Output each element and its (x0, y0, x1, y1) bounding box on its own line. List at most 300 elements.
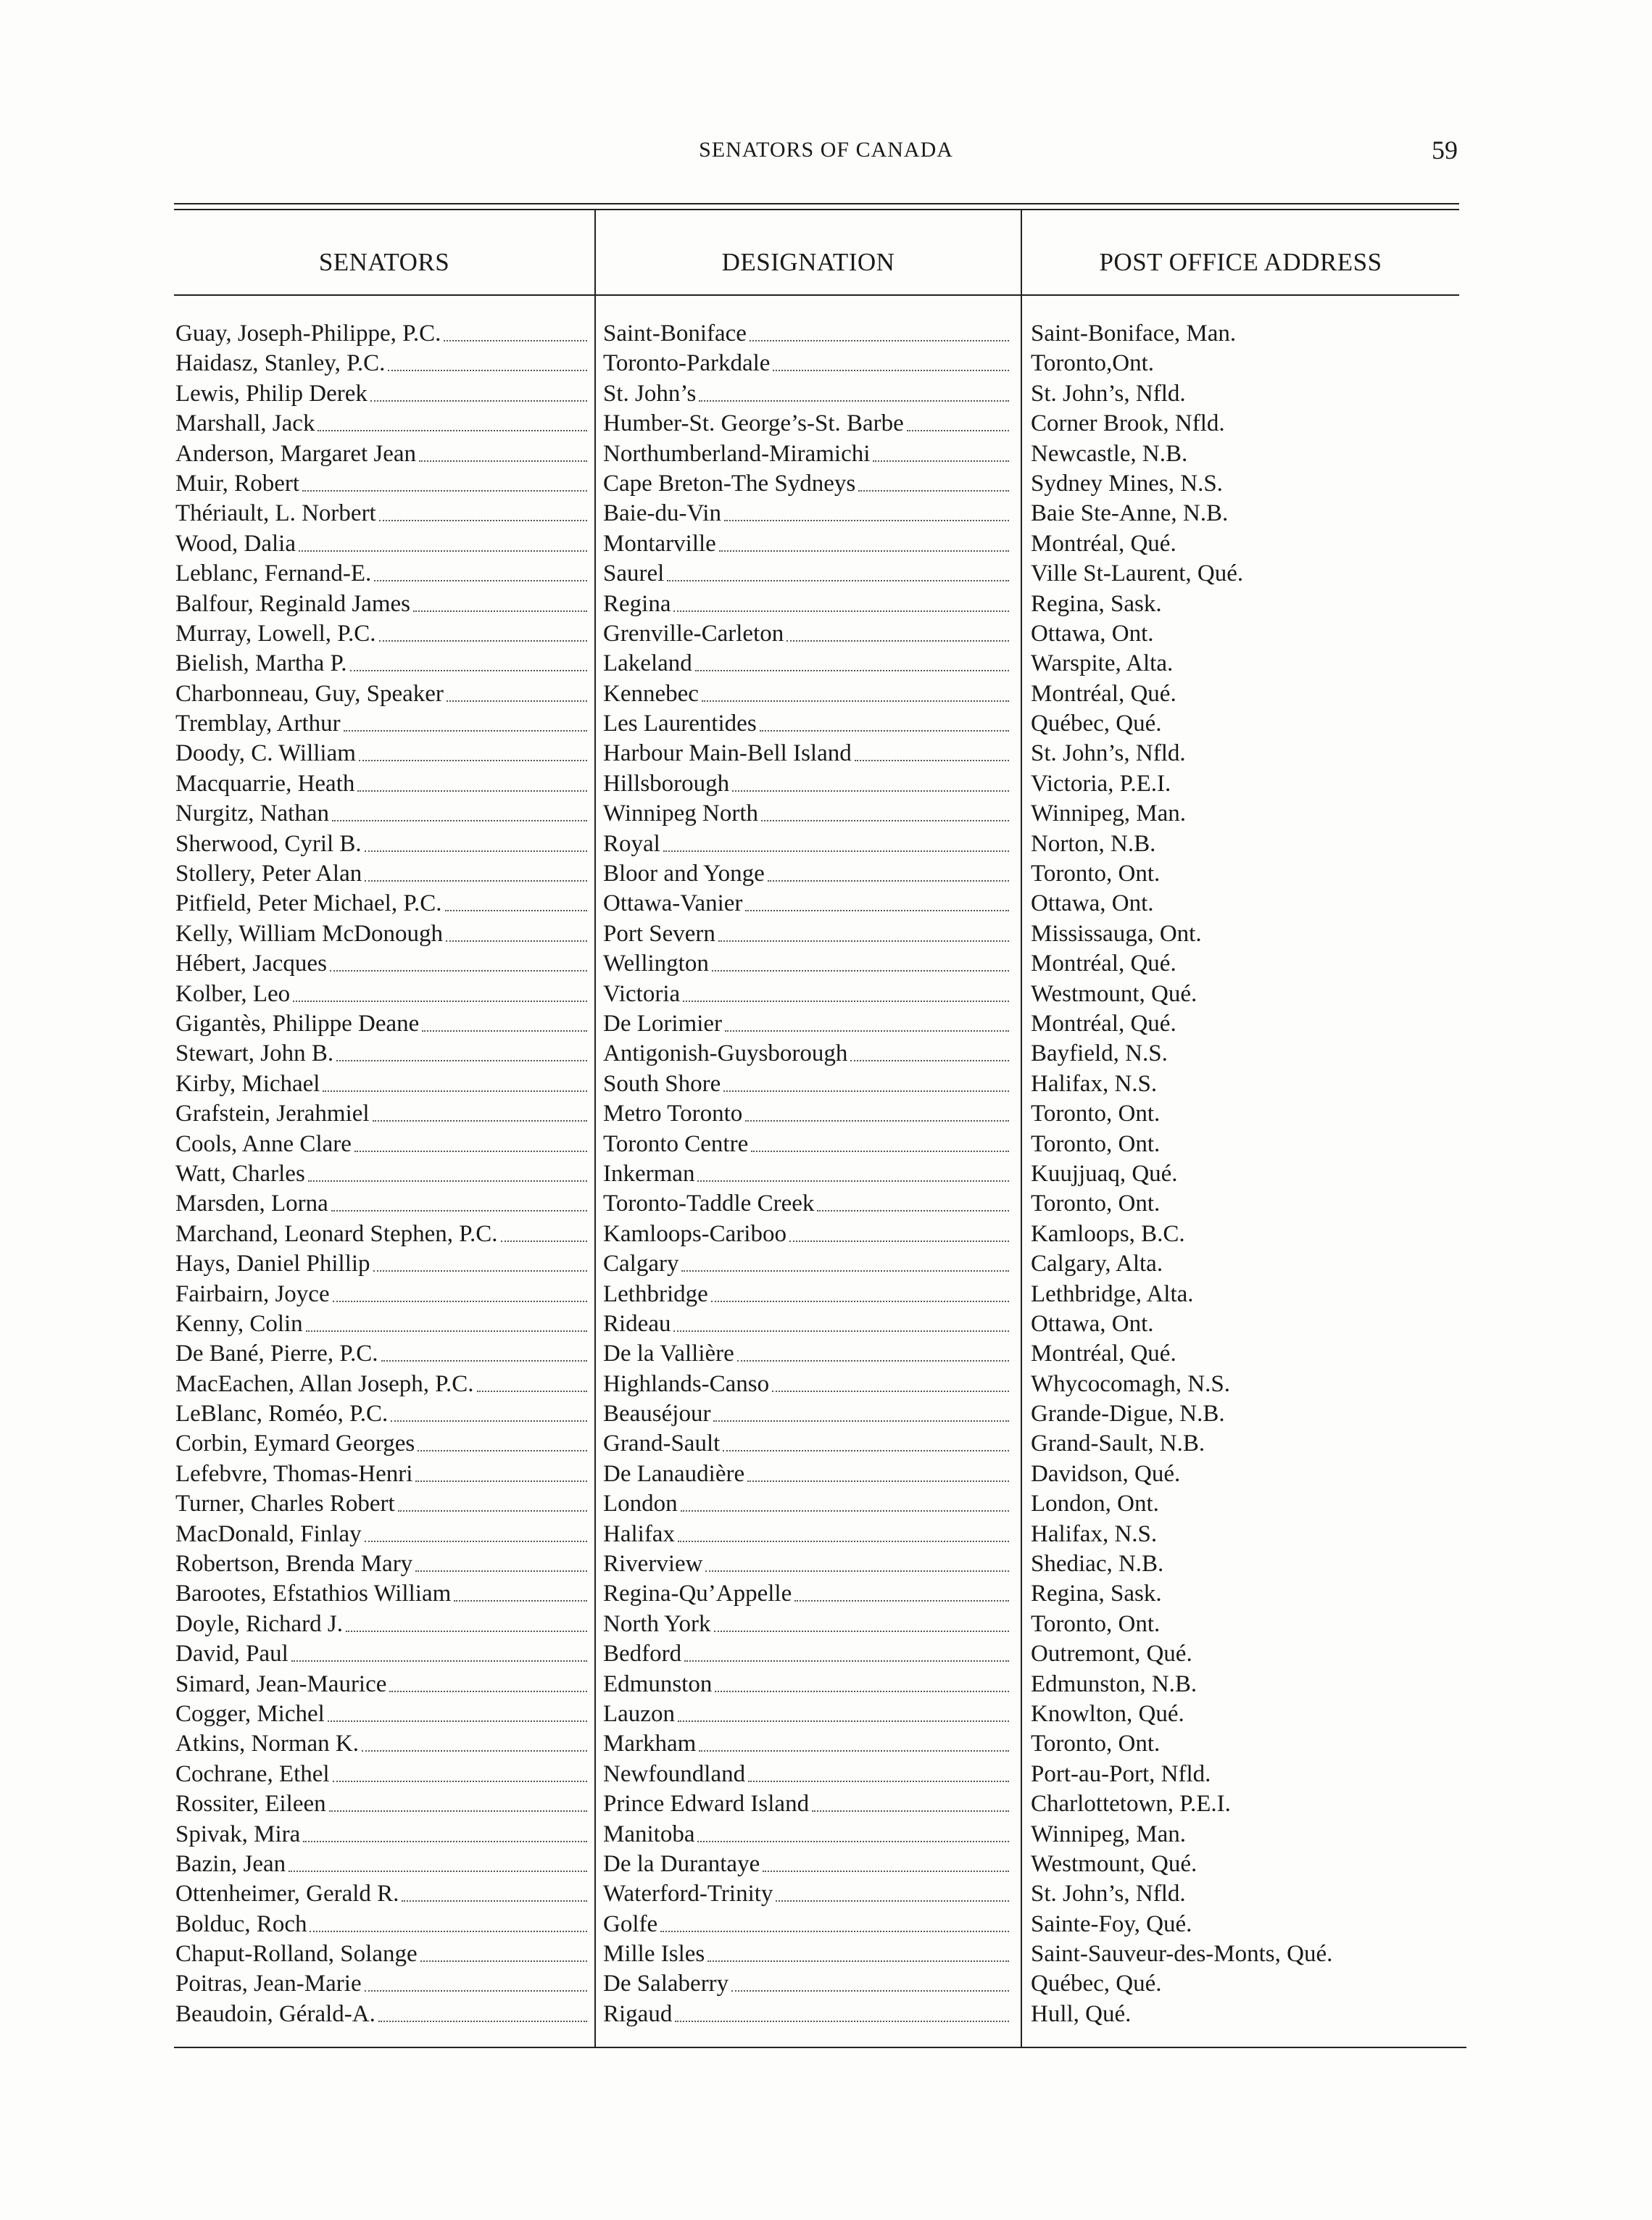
post-office-address-cell (1031, 319, 1458, 349)
designation-cell (603, 889, 1012, 919)
dot-leader (306, 1309, 587, 1332)
post-office-address-cell (1031, 829, 1458, 859)
senator-name-cell (175, 499, 590, 529)
senator-name: Guay, Joseph-Philippe, P.C. (175, 320, 441, 347)
dot-leader (413, 589, 587, 612)
dot-leader (379, 619, 587, 642)
dot-leader (697, 1159, 1009, 1182)
table-row (0, 1099, 1652, 1129)
dot-leader (391, 1399, 587, 1422)
designation: Regina (603, 590, 671, 617)
senator-name: MacDonald, Finlay (175, 1520, 362, 1547)
table-bottom-rule (174, 2047, 1466, 2048)
header-bottom-rule (174, 294, 1459, 296)
post-office-address: Toronto, Ont. (1031, 1130, 1161, 1157)
designation: Rideau (603, 1310, 671, 1337)
dot-leader (302, 469, 587, 492)
dot-leader (723, 1429, 1009, 1451)
post-office-address-cell (1031, 859, 1458, 889)
dot-leader (419, 439, 587, 462)
post-office-address: Regina, Sask. (1031, 590, 1162, 617)
senator-name-cell (175, 1760, 590, 1789)
designation-cell (603, 1459, 1012, 1489)
table-row (0, 1309, 1652, 1339)
table-row (0, 1879, 1652, 1909)
senator-name-cell (175, 1489, 590, 1519)
designation-cell (603, 559, 1012, 589)
dot-leader (850, 1039, 1009, 1061)
dot-leader (354, 1130, 587, 1152)
table-row (0, 1399, 1652, 1429)
designation-cell (603, 2000, 1012, 2029)
designation-cell (603, 739, 1012, 769)
designation: De Salaberry (603, 1971, 729, 1997)
designation: Lethbridge (603, 1280, 708, 1307)
designation-cell (603, 1639, 1012, 1669)
senator-name-cell (175, 859, 590, 889)
dot-leader (768, 859, 1009, 882)
post-office-address: Victoria, P.E.I. (1031, 770, 1171, 797)
table-row (0, 739, 1652, 769)
senator-name: Macquarrie, Heath (175, 770, 355, 797)
designation-cell (603, 769, 1012, 799)
designation-cell (603, 709, 1012, 739)
dot-leader (388, 349, 587, 371)
dot-leader (667, 559, 1009, 581)
post-office-address-cell (1031, 1520, 1458, 1549)
senator-name: Doody, C. William (175, 740, 356, 767)
table-row (0, 1489, 1652, 1519)
designation: Edmunston (603, 1670, 713, 1697)
dot-leader (772, 1370, 1009, 1392)
designation-cell (603, 1009, 1012, 1039)
designation-cell (603, 1159, 1012, 1189)
designation-cell (603, 1910, 1012, 1939)
post-office-address: Sainte-Foy, Qué. (1031, 1910, 1192, 1937)
dot-leader (714, 1610, 1009, 1632)
designation-cell (603, 799, 1012, 829)
senator-name: Atkins, Norman K. (175, 1731, 359, 1757)
post-office-address-cell (1031, 1370, 1458, 1399)
dot-leader (336, 1039, 587, 1061)
designation: Calgary (603, 1251, 679, 1277)
running-title: SENATORS OF CANADA (699, 138, 953, 162)
dot-leader (378, 2000, 587, 2022)
dot-leader (308, 1159, 587, 1182)
post-office-address-cell (1031, 1850, 1458, 1879)
post-office-address: Toronto, Ont. (1031, 1101, 1161, 1127)
senator-name-cell (175, 1939, 590, 1969)
post-office-address: Hull, Qué. (1031, 2000, 1132, 2027)
post-office-address: Kamloops, B.C. (1031, 1220, 1185, 1247)
dot-leader (333, 1760, 587, 1782)
post-office-address: Norton, N.B. (1031, 830, 1156, 857)
designation: Hillsborough (603, 770, 730, 797)
dot-leader (422, 1009, 587, 1032)
senator-name: Fairbairn, Joyce (175, 1280, 330, 1307)
senator-name: Stewart, John B. (175, 1040, 334, 1067)
dot-leader (444, 319, 587, 341)
dot-leader (718, 919, 1009, 942)
post-office-address: Toronto, Ont. (1031, 861, 1161, 887)
senator-name: Sherwood, Cyril B. (175, 830, 362, 857)
senator-name: De Bané, Pierre, P.C. (175, 1341, 378, 1367)
post-office-address-cell (1031, 1309, 1458, 1339)
designation-cell (603, 1729, 1012, 1759)
post-office-address: Montréal, Qué. (1031, 950, 1176, 977)
designation-cell (603, 1520, 1012, 1549)
dot-leader (344, 709, 587, 732)
dot-leader (317, 409, 587, 431)
designation-cell (603, 949, 1012, 979)
designation-cell (603, 379, 1012, 409)
post-office-address-cell (1031, 1610, 1458, 1639)
post-office-address: Regina, Sask. (1031, 1581, 1162, 1607)
post-office-address-cell (1031, 1910, 1458, 1939)
designation: Baie-du-Vin (603, 500, 721, 527)
table-row (0, 1459, 1652, 1489)
senator-name: Marsden, Lorna (175, 1190, 328, 1217)
designation: Victoria (603, 980, 681, 1007)
designation-cell (603, 619, 1012, 649)
designation-cell (603, 1099, 1012, 1129)
post-office-address-cell (1031, 1339, 1458, 1369)
senator-name: Ottenheimer, Gerald R. (175, 1881, 399, 1908)
post-office-address: Port-au-Port, Nfld. (1031, 1760, 1211, 1787)
designation-cell (603, 859, 1012, 889)
senator-name: Charbonneau, Guy, Speaker (175, 680, 444, 707)
designation: Prince Edward Island (603, 1791, 810, 1818)
dot-leader (373, 1099, 587, 1122)
table-row (0, 679, 1652, 709)
designation: Grenville-Carleton (603, 620, 784, 647)
post-office-address: Montréal, Qué. (1031, 680, 1176, 707)
post-office-address-cell (1031, 799, 1458, 829)
post-office-address-cell (1031, 1789, 1458, 1819)
dot-leader (858, 469, 1009, 492)
senator-name: Barootes, Efstathios William (175, 1581, 452, 1607)
senator-name-cell (175, 589, 590, 619)
designation: De la Vallière (603, 1341, 734, 1367)
dot-leader (907, 409, 1009, 431)
senator-name: Cochrane, Ethel (175, 1760, 330, 1787)
dot-leader (855, 739, 1009, 761)
designation-cell (603, 1429, 1012, 1459)
post-office-address-cell (1031, 379, 1458, 409)
senator-name-cell (175, 409, 590, 439)
dot-leader (365, 829, 587, 852)
senator-name-cell (175, 1069, 590, 1099)
table-row (0, 1699, 1652, 1729)
dot-leader (725, 1009, 1009, 1032)
senator-name: Lewis, Philip Derek (175, 380, 368, 407)
designation: Markham (603, 1731, 697, 1757)
designation-cell (603, 1939, 1012, 1969)
post-office-address: Newcastle, N.B. (1031, 440, 1188, 467)
senator-name-cell (175, 649, 590, 679)
table-row (0, 1039, 1652, 1069)
dot-leader (402, 1879, 587, 1902)
senator-name-cell (175, 799, 590, 829)
designation: London (603, 1491, 678, 1517)
senator-name-cell (175, 1219, 590, 1249)
post-office-address: Grand-Sault, N.B. (1031, 1430, 1205, 1457)
post-office-address-cell (1031, 1159, 1458, 1189)
dot-leader (373, 1249, 587, 1272)
senator-name-cell (175, 379, 590, 409)
designation-cell (603, 1249, 1012, 1279)
post-office-address: Toronto, Ont. (1031, 1610, 1161, 1637)
senator-name-cell (175, 1159, 590, 1189)
dot-leader (719, 529, 1009, 552)
table-row (0, 769, 1652, 799)
dot-leader (713, 1399, 1009, 1422)
senator-name: David, Paul (175, 1641, 289, 1668)
dot-leader (678, 1699, 1009, 1722)
post-office-address-cell (1031, 409, 1458, 439)
post-office-address: Halifax, N.S. (1031, 1070, 1158, 1097)
dot-leader (418, 1429, 587, 1451)
designation: Grand-Sault (603, 1430, 721, 1457)
senator-name: Grafstein, Jerahmiel (175, 1101, 370, 1127)
dot-leader (773, 349, 1009, 371)
designation-cell (603, 1370, 1012, 1399)
designation-cell (603, 1489, 1012, 1519)
post-office-address-cell (1031, 619, 1458, 649)
post-office-address: Ottawa, Ont. (1031, 890, 1154, 917)
dot-leader (673, 589, 1009, 612)
designation: De la Durantaye (603, 1850, 760, 1877)
senator-name: Tremblay, Arthur (175, 711, 341, 737)
table-row (0, 1219, 1652, 1249)
designation: Manitoba (603, 1821, 695, 1847)
table-row (0, 619, 1652, 649)
senator-name: Poitras, Jean-Marie (175, 1971, 362, 1997)
dot-leader (350, 649, 588, 671)
post-office-address-cell (1031, 1099, 1458, 1129)
table-row (0, 1910, 1652, 1939)
post-office-address-cell (1031, 439, 1458, 469)
senator-name-cell (175, 1549, 590, 1579)
senator-name: Hays, Daniel Phillip (175, 1251, 370, 1277)
post-office-address: Québec, Qué. (1031, 711, 1162, 737)
senator-name-cell (175, 919, 590, 949)
post-office-address-cell (1031, 1069, 1458, 1099)
senator-name-cell (175, 1639, 590, 1669)
page-number: 59 (1432, 136, 1458, 165)
designation-cell (603, 1850, 1012, 1879)
dot-leader (415, 1549, 587, 1572)
senator-name-cell (175, 829, 590, 859)
dot-leader (817, 1189, 1009, 1212)
designation: Highlands-Canso (603, 1370, 770, 1397)
designation-cell (603, 1579, 1012, 1609)
dot-leader (446, 919, 587, 942)
designation-cell (603, 439, 1012, 469)
dot-leader (370, 379, 587, 402)
post-office-address: Québec, Qué. (1031, 1971, 1162, 1997)
dot-leader (299, 529, 587, 552)
dot-leader (723, 1069, 1009, 1092)
designation-cell (603, 1969, 1012, 1999)
designation: Royal (603, 830, 660, 857)
designation: Rigaud (603, 2000, 673, 2027)
senator-name-cell (175, 1249, 590, 1279)
table-body (0, 319, 1652, 2029)
dot-leader (420, 1939, 587, 1962)
dot-leader (750, 319, 1009, 341)
senator-name: Kelly, William McDonough (175, 920, 443, 947)
dot-leader (748, 1760, 1009, 1782)
senator-name-cell (175, 1039, 590, 1069)
post-office-address: St. John’s, Nfld. (1031, 380, 1186, 407)
post-office-address: Edmunston, N.B. (1031, 1670, 1198, 1697)
senator-name: Wood, Dalia (175, 530, 296, 557)
dot-leader (477, 1370, 587, 1392)
post-office-address: Outremont, Qué. (1031, 1641, 1192, 1668)
designation-cell (603, 589, 1012, 619)
dot-leader (683, 979, 1009, 1002)
designation: Kamloops-Cariboo (603, 1220, 786, 1247)
table-row (0, 469, 1652, 499)
post-office-address-cell (1031, 1039, 1458, 1069)
dot-leader (398, 1489, 587, 1512)
designation-cell (603, 979, 1012, 1009)
post-office-address: Calgary, Alta. (1031, 1251, 1163, 1277)
table-row (0, 1009, 1652, 1039)
senator-name-cell (175, 949, 590, 979)
senator-name-cell (175, 1729, 590, 1759)
senator-name-cell (175, 529, 590, 559)
dot-leader (675, 2000, 1009, 2022)
senator-name: Haidasz, Stanley, P.C. (175, 350, 386, 377)
senator-name-cell (175, 469, 590, 499)
designation: Halifax (603, 1520, 675, 1547)
senator-name-cell (175, 1820, 590, 1850)
senator-name-cell (175, 1370, 590, 1399)
designation-cell (603, 1879, 1012, 1909)
dot-leader (702, 679, 1009, 702)
post-office-address-cell (1031, 1670, 1458, 1699)
post-office-address: Montréal, Qué. (1031, 530, 1176, 557)
senator-name-cell (175, 559, 590, 589)
post-office-address-cell (1031, 529, 1458, 559)
dot-leader (362, 1729, 587, 1752)
post-office-address-cell (1031, 649, 1458, 679)
senator-name: Gigantès, Philippe Deane (175, 1010, 420, 1037)
dot-leader (731, 1969, 1009, 1992)
designation: Toronto Centre (603, 1130, 749, 1157)
dot-leader (699, 379, 1009, 402)
table-top-rule (174, 203, 1459, 210)
designation: Saint-Boniface (603, 320, 747, 347)
senator-name: Thériault, L. Norbert (175, 500, 376, 527)
post-office-address-cell (1031, 1639, 1458, 1669)
dot-leader (365, 859, 587, 882)
dot-leader (289, 1850, 587, 1872)
dot-leader (705, 1549, 1009, 1572)
post-office-address-cell (1031, 499, 1458, 529)
senator-name: Murray, Lowell, P.C. (175, 620, 376, 647)
dot-leader (699, 1729, 1009, 1752)
post-office-address: Mississauga, Ont. (1031, 920, 1202, 947)
designation: Lakeland (603, 650, 692, 677)
table-row (0, 1579, 1652, 1609)
post-office-address: Westmount, Qué. (1031, 1850, 1198, 1877)
post-office-address-cell (1031, 1820, 1458, 1850)
designation-cell (603, 829, 1012, 859)
dot-leader (365, 1969, 587, 1992)
dot-leader (760, 709, 1009, 732)
senator-name: Lefebvre, Thomas-Henri (175, 1460, 413, 1487)
dot-leader (303, 1820, 587, 1842)
post-office-address-cell (1031, 1130, 1458, 1159)
designation: St. John’s (603, 380, 697, 407)
table-row (0, 439, 1652, 469)
table-row (0, 1280, 1652, 1309)
senator-name-cell (175, 1610, 590, 1639)
post-office-address-cell (1031, 589, 1458, 619)
senator-name-cell (175, 1309, 590, 1339)
senator-name: Marshall, Jack (175, 410, 315, 437)
designation-cell (603, 409, 1012, 439)
dot-leader (415, 1459, 587, 1482)
designation-cell (603, 1789, 1012, 1819)
senator-name-cell (175, 439, 590, 469)
post-office-address-cell (1031, 1760, 1458, 1789)
dot-leader (328, 1699, 587, 1722)
senator-name: Cools, Anne Clare (175, 1130, 352, 1157)
designation: Newfoundland (603, 1760, 746, 1787)
table-row (0, 559, 1652, 589)
designation: Bloor and Yonge (603, 861, 765, 887)
table-row (0, 1639, 1652, 1669)
senator-name: Hébert, Jacques (175, 950, 327, 977)
table-row (0, 1789, 1652, 1819)
dot-leader (681, 1489, 1009, 1512)
dot-leader (711, 1280, 1009, 1302)
senator-name-cell (175, 889, 590, 919)
post-office-address: Grande-Digue, N.B. (1031, 1401, 1225, 1428)
post-office-address: Winnipeg, Man. (1031, 800, 1187, 827)
post-office-address: London, Ont. (1031, 1491, 1159, 1517)
dot-leader (389, 1670, 587, 1692)
senator-name: Bazin, Jean (175, 1850, 286, 1877)
senator-name-cell (175, 2000, 590, 2029)
senator-name: Bolduc, Roch (175, 1910, 307, 1937)
dot-leader (329, 1789, 587, 1812)
table-row (0, 1520, 1652, 1549)
post-office-address-cell (1031, 1579, 1458, 1609)
senator-name-cell (175, 349, 590, 378)
post-office-address: Montréal, Qué. (1031, 1010, 1176, 1037)
designation-cell (603, 1549, 1012, 1579)
post-office-address-cell (1031, 1699, 1458, 1729)
designation: Winnipeg North (603, 800, 759, 827)
dot-leader (663, 829, 1009, 852)
senator-name-cell (175, 1130, 590, 1159)
post-office-address-cell (1031, 1249, 1458, 1279)
designation-cell (603, 1610, 1012, 1639)
dot-leader (454, 1579, 587, 1602)
designation-cell (603, 1280, 1012, 1309)
post-office-address: Lethbridge, Alta. (1031, 1280, 1194, 1307)
senator-name: Doyle, Richard J. (175, 1610, 343, 1637)
dot-leader (712, 949, 1009, 972)
senator-name: Kolber, Leo (175, 980, 291, 1007)
post-office-address: Saint-Sauveur-des-Monts, Qué. (1031, 1941, 1333, 1968)
dot-leader (707, 1939, 1009, 1962)
